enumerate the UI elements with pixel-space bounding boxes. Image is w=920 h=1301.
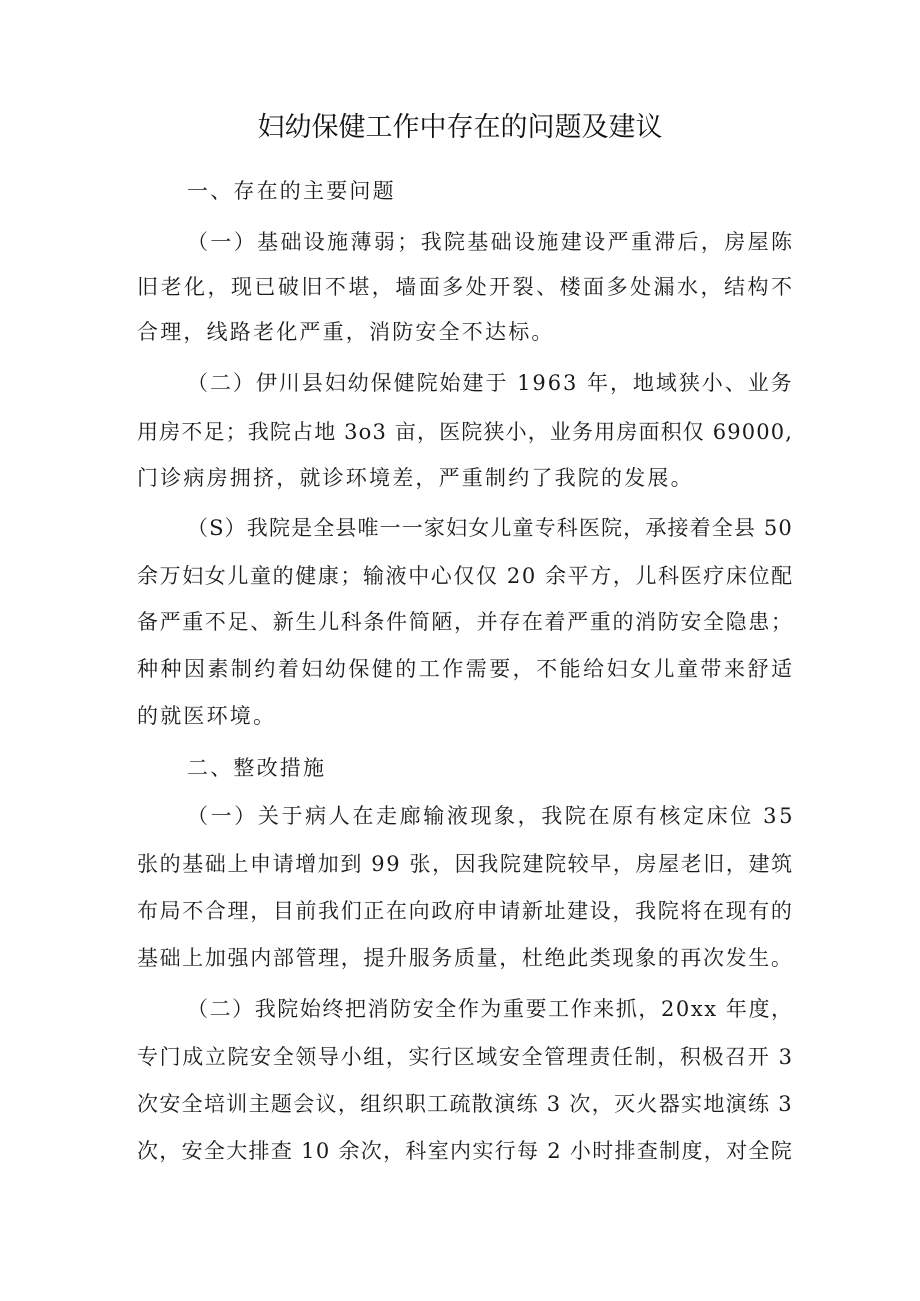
paragraph-line: 次安全培训主题会议，组织职工疏散演练 3 次，灭火器实地演练 3 <box>137 1092 793 1116</box>
paragraph-line: 的就医环境。 <box>137 704 277 728</box>
paragraph-line: （一）关于病人在走廊输液现象，我院在原有核定床位 35 <box>187 804 796 828</box>
section-heading: 二、整改措施 <box>187 756 327 780</box>
paragraph-line: 基础上加强内部管理，提升服务质量，杜绝此类现象的再次发生。 <box>137 946 794 970</box>
paragraph-line: （二）伊川县妇幼保健院始建于 1963 年，地域狭小、业务 <box>187 371 794 395</box>
paragraph-line: 专门成立院安全领导小组，实行区域安全管理责任制，积极召开 3 <box>137 1045 794 1069</box>
paragraph-line: 门诊病房拥挤，就诊环境差，严重制约了我院的发展。 <box>137 466 694 490</box>
paragraph-line: 种种因素制约着妇幼保健的工作需要，不能给妇女儿童带来舒适 <box>137 657 795 681</box>
paragraph-line: 合理，线路老化严重，消防安全不达标。 <box>137 320 555 344</box>
paragraph-line: （一）基础设施薄弱；我院基础设施建设严重滞后，房屋陈 <box>187 230 795 254</box>
paragraph-line: 备严重不足、新生儿科条件简陋，并存在着严重的消防安全隐患； <box>137 610 794 634</box>
paragraph-line: 用房不足；我院占地 3o3 亩，医院狭小，业务用房面积仅 69000, <box>137 420 794 444</box>
document-title: 妇幼保健工作中存在的问题及建议 <box>257 112 663 143</box>
paragraph-line: 次，安全大排查 10 余次，科室内实行每 2 小时排查制度，对全院 <box>137 1139 794 1163</box>
paragraph-line: 旧老化，现已破旧不堪，墙面多处开裂、楼面多处漏水，结构不 <box>137 275 795 299</box>
paragraph-line: 张的基础上申请增加到 99 张，因我院建院较早，房屋老旧，建筑 <box>137 852 794 876</box>
paragraph-line: 布局不合理，目前我们正在向政府申请新址建设，我院将在现有的 <box>137 899 794 923</box>
paragraph-line: 余万妇女儿童的健康；输液中心仅仅 20 余平方，儿科医疗床位配 <box>137 564 794 588</box>
paragraph-line: （二）我院始终把消防安全作为重要工作来抓，20xx 年度， <box>187 997 794 1021</box>
paragraph-line: （S）我院是全县唯一一家妇女儿童专科医院，承接着全县 50 <box>187 516 793 540</box>
section-heading: 一、存在的主要问题 <box>187 179 396 203</box>
